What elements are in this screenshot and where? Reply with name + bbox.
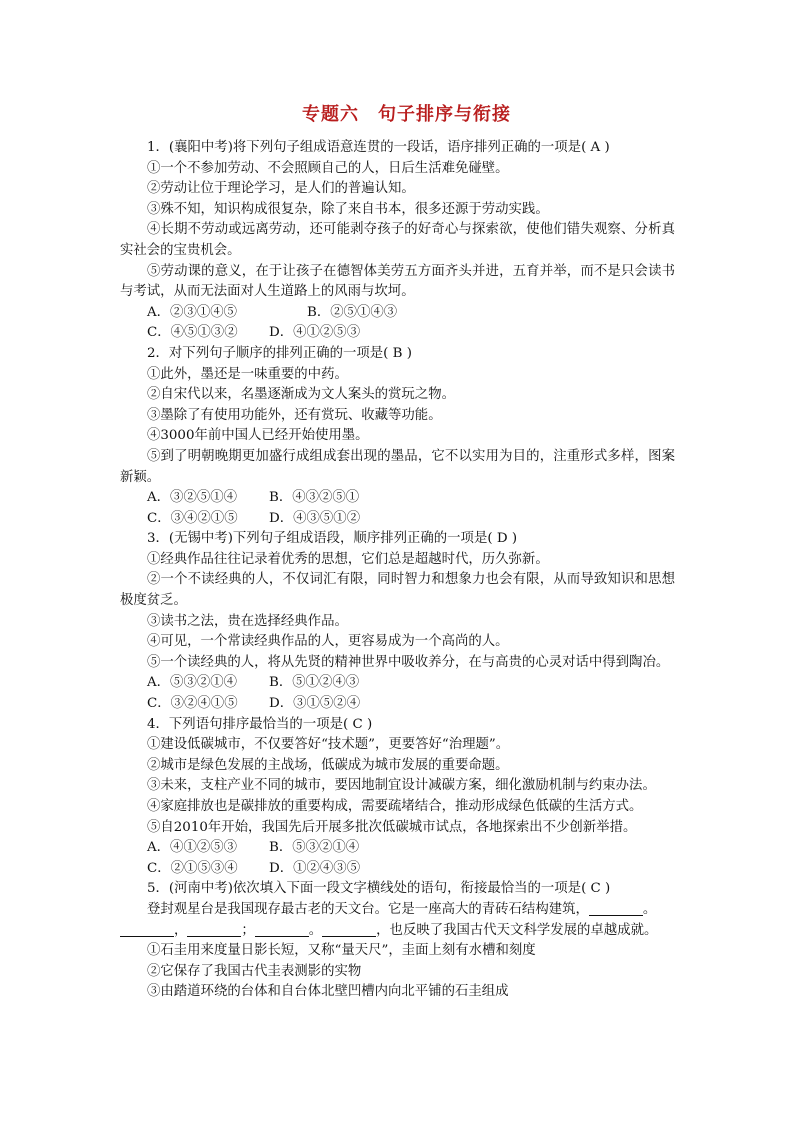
fill-blank <box>120 922 174 937</box>
options-row <box>120 323 675 344</box>
sentence: ②它保存了我国古代圭表测影的实物 <box>147 963 362 979</box>
sentence: ①经典作品往往记录着优秀的思想，它们总是超越时代，历久弥新。 <box>147 551 549 567</box>
sentence: ②劳动让位于理论学习，是人们的普遍认知。 <box>147 181 415 197</box>
sentence: ②城市是绿色发展的主战场，低碳成为城市发展的重要命题。 <box>147 757 509 773</box>
fill-blank <box>322 922 376 937</box>
sentence: ③未来，支柱产业不同的城市，要因地制宜设计减碳方案，细化激励机制与约束办法。 <box>147 778 656 794</box>
sentence: ①建设低碳城市，不仅要答好“技术题”，更要答好“治理题”。 <box>147 737 510 753</box>
sentence: ⑤自2010年开始，我国先后开展多批次低碳城市试点，各地探索出不少创新举措。 <box>147 819 637 835</box>
sentence: ④3000年前中国人已经开始使用墨。 <box>147 428 369 444</box>
options-row <box>120 509 675 530</box>
options-row <box>120 859 675 880</box>
page-title: 专题六 句子排序与衔接 <box>302 104 511 125</box>
sentence: ④可见，一个常读经典作品的人，更容易成为一个高尚的人。 <box>147 634 509 650</box>
option-b: B．⑤③②①④ <box>269 840 360 856</box>
option-a: A．⑤③②①④ <box>147 675 238 691</box>
sentence: ②自宋代以来，名墨逐渐成为文人案头的赏玩之物。 <box>147 387 455 403</box>
option-d: D．③①⑤②④ <box>269 696 361 712</box>
punctuation: 。 <box>308 922 323 938</box>
option-c: C．②①⑤③④ <box>147 860 238 876</box>
question-stem: 4．下列语句排序最恰当的一项是( C ) <box>147 716 373 732</box>
option-c: C．③④②①⑤ <box>147 510 238 526</box>
option-a: A．②③①④⑤ <box>147 304 238 320</box>
question-stem: 1．(襄阳中考)将下列句子组成语意连贯的一段话，语序排列正确的一项是( A ) <box>147 140 610 155</box>
fill-blank <box>589 901 643 916</box>
punctuation: 。 <box>642 901 657 917</box>
sentence: ⑤到了明朝晚期更加盛行成组成套出现的墨品，它不以实用为目的，注重形式多样，图案新颖。 <box>120 448 675 485</box>
sentence: ⑤劳动课的意义，在于让孩子在德智体美劳五方面齐头并进，五育并举，而不是只会读书与考试，从而无法面对人生道路上的风雨与坎坷。 <box>120 263 675 300</box>
sentence: ③殊不知，知识构成很复杂，除了来自书本，很多还源于劳动实践。 <box>147 201 549 217</box>
passage-text: 登封观星台是我国现存最古老的天文台。它是一座高大的青砖石结构建筑， <box>147 901 589 917</box>
sentence: ③读书之法，贵在选择经典作品。 <box>147 613 348 629</box>
fill-blank <box>187 922 241 937</box>
question-3 <box>120 529 675 714</box>
passage-line <box>120 921 675 942</box>
option-b: B．④③②⑤① <box>269 490 360 506</box>
sentence: ①此外，墨还是一味重要的中药。 <box>147 366 348 382</box>
passage-line <box>120 900 675 921</box>
punctuation: ， <box>174 922 188 938</box>
sentence: ④家庭排放也是碳排放的重要构成，需要疏堵结合，推动形成绿色低碳的生活方式。 <box>147 799 643 814</box>
question-4 <box>120 715 675 880</box>
fill-blank <box>255 922 309 937</box>
options-row <box>120 488 675 509</box>
sentence: ①石圭用来度量日影长短，又称“量天尺”，圭面上刻有水槽和刻度 <box>147 943 536 959</box>
question-stem: 3．(无锡中考)下列句子组成语段，顺序排列正确的一项是( D ) <box>147 531 518 547</box>
sentence: ③墨除了有使用功能外，还有赏玩、收藏等功能。 <box>147 407 442 423</box>
option-d: D．④①②⑤③ <box>269 325 361 341</box>
question-stem: 5．(河南中考)依次填入下面一段文字横线处的语句，衔接最恰当的一项是( C ) <box>147 881 611 897</box>
question-2 <box>120 344 675 529</box>
punctuation: ； <box>241 922 255 938</box>
option-a: A．④①②⑤③ <box>147 840 238 856</box>
options-row <box>120 838 675 859</box>
options-row <box>120 694 675 715</box>
option-d: D．④③⑤①② <box>269 510 361 526</box>
sentence: ⑤一个读经典的人，将从先贤的精神世界中吸收养分，在与高贵的心灵对话中得到陶冶。 <box>147 654 670 670</box>
sentence: ②一个不读经典的人，不仅词汇有限，同时智力和想象力也会有限，从而导致知识和思想极度贫乏。 <box>120 572 675 609</box>
option-b: B．⑤①②④③ <box>269 675 360 691</box>
document-page <box>120 100 675 1003</box>
options-row <box>120 673 675 694</box>
question-5 <box>120 879 675 1003</box>
option-a: A．③②⑤①④ <box>147 490 238 506</box>
question-stem: 2．对下列句子顺序的排列正确的一项是( B ) <box>147 345 412 361</box>
sentence: ④长期不劳动或远离劳动，还可能剥夺孩子的好奇心与探索欲，使他们错失观察、分析真实社会的宝贵机会。 <box>120 222 675 258</box>
sentence: ①一个不参加劳动、不会照顾自己的人，日后生活难免碰壁。 <box>147 160 509 176</box>
option-d: D．①②④③⑤ <box>269 860 361 876</box>
sentence: ③由踏道环绕的台体和自台体北壁凹槽内向北平铺的石圭组成 <box>147 984 509 1000</box>
option-c: C．③②④①⑤ <box>147 696 238 712</box>
passage-text: ，也反映了我国古代天文科学发展的卓越成就。 <box>376 922 658 938</box>
option-c: C．④⑤①③② <box>147 325 238 341</box>
question-1 <box>120 138 675 344</box>
option-b: B．②⑤①④③ <box>307 304 398 320</box>
options-row <box>120 303 675 324</box>
